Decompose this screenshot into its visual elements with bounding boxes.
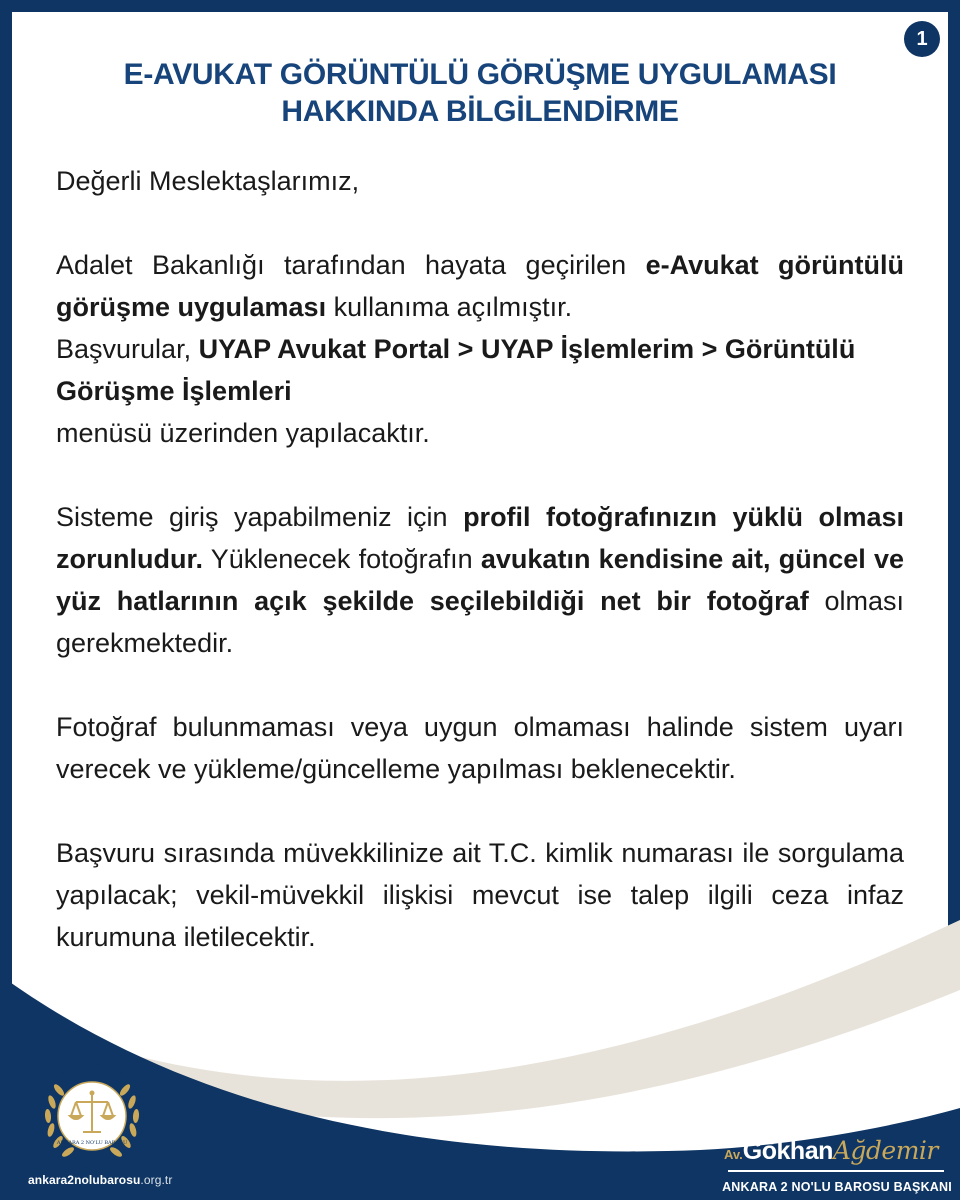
p1-bold-1: e-Avukat görüntülü görüşme uygulaması <box>56 250 904 322</box>
p4-text-1: Sisteme giriş yapabilmeniz için <box>56 502 464 532</box>
p2-text-1: Başvurular, <box>56 334 199 364</box>
p2-bold-1: UYAP Avukat Portal > UYAP İşlemlerim > Görüntülü Görüşme İşlemleri <box>56 334 856 406</box>
paragraph-6: Başvuru sırasında müvekkilinize ait T.C. kimlik numarası ile sorgulama yapılacak; vekil-müvekkil ilişkisi mevcut ise talep ilgili ceza infaz kurumuna iletilecektir. <box>56 838 904 952</box>
greeting: Değerli Meslektaşlarımız, <box>56 166 360 196</box>
page-number-badge: 1 <box>904 21 940 57</box>
title-line-2: HAKKINDA BİLGİLENDİRME <box>281 95 679 128</box>
logo-text: ANKARA 2 NO'LU BAROSU <box>56 1140 128 1146</box>
signature-role: ANKARA 2 NO'LU BAROSU BAŞKANI <box>722 1180 952 1194</box>
p4-bold-2: avukatın kendisine ait, güncel ve yüz hatlarının açık şekilde seçilebildiği net bir fotoğraf <box>56 544 904 616</box>
page-title <box>40 56 920 130</box>
title-line-1: E-AVUKAT GÖRÜNTÜLÜ GÖRÜŞME UYGULAMASI <box>123 58 837 91</box>
paragraph-2 <box>56 328 904 412</box>
paragraph-4 <box>56 496 904 664</box>
p4-bold-1: profil fotoğrafınızın yüklü olması zorunludur. <box>56 502 905 574</box>
bar-association-logo <box>38 1062 146 1170</box>
signature-first-name: Gökhan <box>742 1137 833 1165</box>
signature-underline <box>728 1170 944 1172</box>
website-domain: ankara2nolubarosu <box>28 1173 141 1187</box>
signature-prefix: Av. <box>724 1147 743 1162</box>
website-link[interactable] <box>28 1173 172 1187</box>
website-tld: .org.tr <box>140 1173 173 1187</box>
p4-text-3: olması gerekmektedir. <box>56 586 904 658</box>
p1-text-1: Adalet Bakanlığı tarafından hayata geçirilen <box>56 250 646 280</box>
p1-text-2: kullanıma açılmıştır. <box>326 292 573 322</box>
paragraph-3: menüsü üzerinden yapılacaktır. <box>56 418 430 448</box>
signature-last-name: Ağdemir <box>832 1136 938 1165</box>
announcement-body <box>56 160 904 958</box>
paragraph-5: Fotoğraf bulunmaması veya uygun olmaması halinde sistem uyarı verecek ve yükleme/güncelleme yapılması beklenecektir. <box>56 712 904 784</box>
p4-text-2: Yüklenecek fotoğrafın <box>202 544 481 574</box>
paragraph-1 <box>56 244 904 328</box>
